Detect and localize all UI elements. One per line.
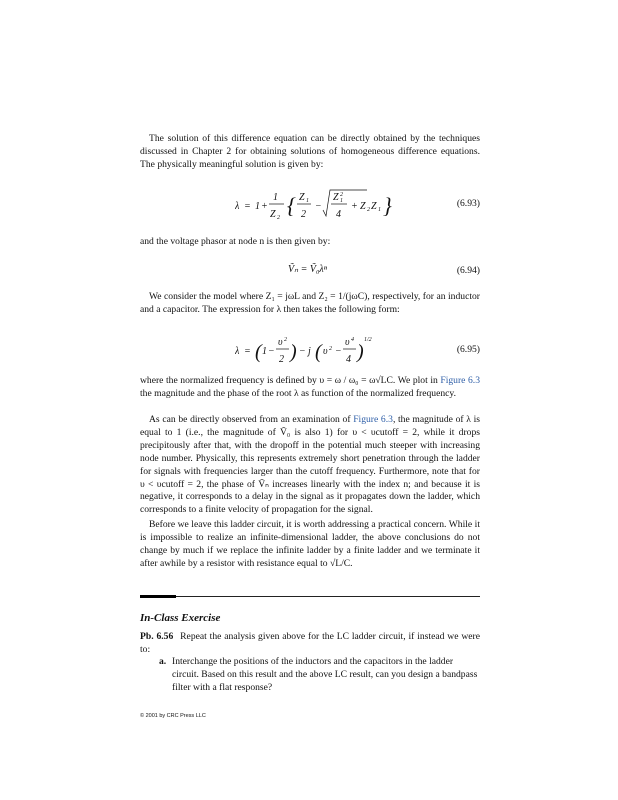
section-divider-thin [176,596,480,597]
paragraph-voltage-phasor [140,236,480,249]
svg-text:(: ( [255,341,262,363]
paragraph-normalized-frequency-text-2: the magnitude and the phase of the root λ as function of the normalized frequency. [140,387,456,399]
svg-text:−: − [335,346,342,357]
item-a-text: Interchange the positions of the inductors and the capacitors in the ladder circuit. Based on this result and the above LC result, can you design a bandpass filter with a flat response? [172,656,478,693]
equation-6-93-graphic [235,186,525,226]
svg-text:Z: Z [371,201,377,212]
equation-6-94 [140,264,480,280]
paragraph-normalized-frequency-text-1: where the normalized frequency is defined by υ = ω / ω₀ = ω√LC. We plot in [140,375,441,386]
svg-text:Z: Z [360,201,366,212]
svg-text:4: 4 [351,337,354,343]
svg-text:4: 4 [336,209,341,220]
svg-text:λ: λ [235,346,240,357]
paragraph-voltage-phasor-text: and the voltage phasor at node n is then given by: [140,236,331,247]
figure-6-3-link[interactable]: Figure 6.3 [353,414,393,425]
svg-text:=: = [244,346,251,357]
svg-text:): ) [290,341,297,363]
equation-number: (6.95) [456,344,480,355]
copyright-footer: © 2001 by CRC Press LLC [140,713,206,719]
svg-text:−: − [299,346,306,357]
paragraph-model-text: We consider the model where Z₁ = jωL and Z₂ = 1/(jωC), respectively, for an inductor and a capacitor. The expression for λ then takes the following form: [140,291,480,315]
svg-text:1: 1 [273,192,278,203]
svg-text:1/2: 1/2 [364,337,372,343]
equation-6-93 [140,186,480,226]
equation-number: (6.94) [456,265,480,276]
svg-text:υ: υ [323,346,328,357]
svg-text:1: 1 [306,198,309,204]
equation-6-95-graphic [235,330,435,370]
svg-text:−: − [268,346,275,357]
paragraph-practical-concern [140,519,480,571]
svg-text:1: 1 [262,346,267,357]
svg-text:): ) [357,341,364,363]
paragraph-intro [140,133,480,172]
svg-text:=: = [244,201,251,212]
svg-text:+: + [351,201,358,212]
exercise-problem [140,631,480,657]
svg-text:1: 1 [255,201,260,212]
item-a-label: a. [159,656,167,667]
paragraph-practical-concern-text: Before we leave this ladder circuit, it is worth addressing a practical concern. While it is impossible to realize an infinite-dimensional ladder, the above conclusions do not change by much if we replace the infinite ladder by a finite ladder and we terminate it after awhile by a resistor with resistance equal to √L/C. [140,519,480,569]
svg-text:j: j [308,346,311,357]
svg-text:2: 2 [277,215,280,221]
svg-text:Z: Z [333,192,339,203]
svg-text:4: 4 [346,354,351,365]
svg-text:2: 2 [279,354,284,365]
exercise-heading: In-Class Exercise [140,612,221,624]
svg-text:+: + [261,201,268,212]
svg-text:(: ( [315,341,322,363]
equation-number: (6.93) [456,198,480,209]
paragraph-intro-text: The solution of this difference equation can be directly obtained by the techniques discussed in Chapter 2 for obtaining solutions of homogeneous difference equations. The physically meaningful solution is given by: [140,133,480,170]
paragraph-observation [140,414,480,517]
figure-6-3-link[interactable]: Figure 6.3 [440,375,480,386]
svg-text:{: { [287,193,296,218]
svg-text:λ: λ [235,201,240,212]
svg-text:−: − [315,201,322,212]
svg-text:Z: Z [270,209,276,220]
exercise-item-a [159,656,480,695]
equation-6-94-text: Ṽₙ = Ṽ₀λⁿ [288,264,327,275]
svg-text:1: 1 [378,207,381,213]
paragraph-observation-text-2: , the magnitude of λ is equal to 1 (i.e., the magnitude of Ṽ₀ is also 1) for υ < υcutoff = 2, while it drops precipitously after that, with the dropoff in the potential much steeper with increasing node number. Physically, this represents extremely short penetration through the ladder for signals with frequencies larger than the cutoff frequency. Furthermore, note that for υ < υcutoff = 2, the phase of Ṽₙ increases linearly with the index n; and because it is negative, it corresponds to a delay in the signal as it propagates down the ladder, which corresponds to a finite velocity of propagation for the signal. [140,414,480,516]
svg-text:2: 2 [340,192,343,198]
problem-label: Pb. 6.56 [140,631,174,642]
svg-text:2: 2 [367,207,370,213]
svg-text:Z: Z [299,192,305,203]
paragraph-observation-text-1: As can be directly observed from an examination of [149,414,354,425]
svg-text:υ: υ [345,337,350,348]
paragraph-model [140,291,480,317]
svg-text:2: 2 [284,337,287,343]
section-divider-thick [140,595,176,598]
problem-text: Repeat the analysis given above for the LC ladder circuit, if instead we were to: [140,631,480,655]
svg-text:}: } [383,193,392,218]
svg-text:2: 2 [301,209,306,220]
equation-6-95 [140,330,480,370]
svg-text:2: 2 [329,346,332,352]
paragraph-normalized-frequency [140,375,480,401]
svg-text:υ: υ [278,337,283,348]
svg-text:1: 1 [340,198,343,204]
